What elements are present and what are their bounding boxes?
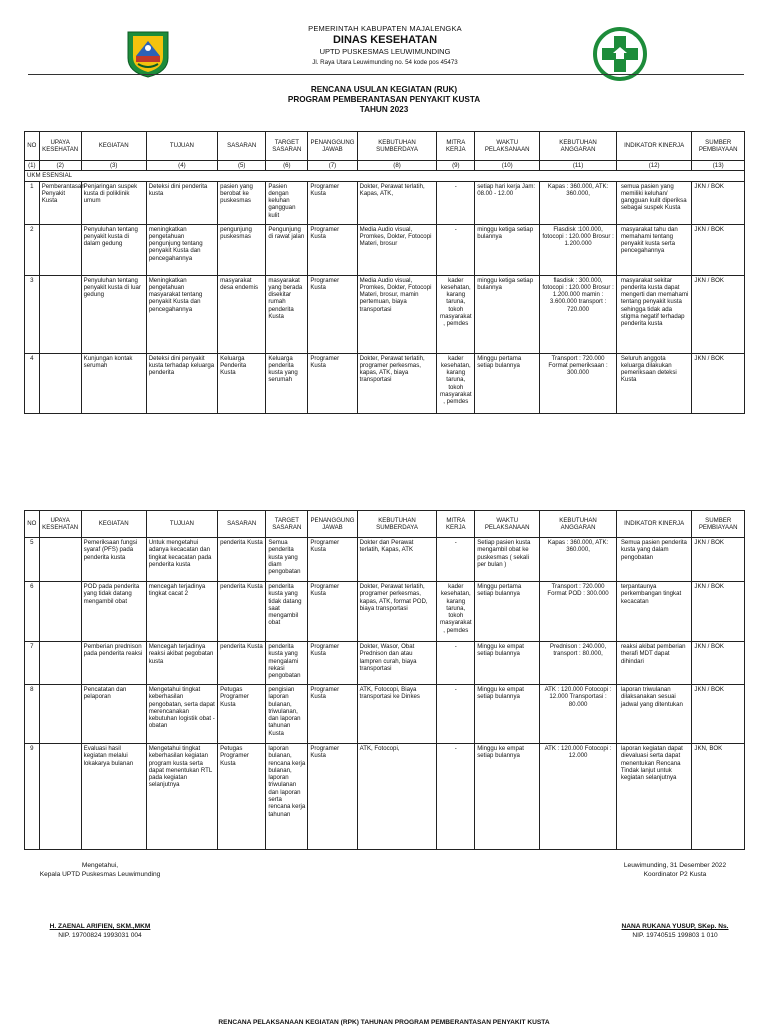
cell-target: pengisian laporan bulanan, triwulanan, dan laporan tahunan Kusta xyxy=(266,685,308,744)
cell-pj: Programer Kusta xyxy=(308,353,357,413)
col-number: (2) xyxy=(39,161,81,171)
cell-waktu: minggu ketiga setiap bulannya xyxy=(475,275,540,353)
col-header-sumberdaya: KEBUTUHAN SUMBERDAYA xyxy=(357,132,437,161)
cell-upaya xyxy=(39,275,81,353)
col-header-anggaran: KEBUTUHAN ANGGARAN xyxy=(540,132,617,161)
cell-kegiatan: Pemeriksaan fungsi syaraf (PFS) pada penderita kusta xyxy=(81,538,146,582)
cell-pj: Programer Kusta xyxy=(308,642,357,685)
col-header-mitra: MITRA KERJA xyxy=(437,511,475,538)
majalengka-emblem-icon xyxy=(124,28,172,78)
col-header-sasaran: SASARAN xyxy=(218,511,266,538)
col-header-pembiayaan: SUMBER PEMBIAYAAN xyxy=(692,511,745,538)
cell-indikator: Seluruh anggota keluarga dilakukan pemeriksaan deteksi Kusta xyxy=(616,353,692,413)
unit-name: UPTD PUSKESMAS LEUWIMUNDING xyxy=(319,47,451,56)
header-rule xyxy=(28,74,744,75)
col-header-indikator: INDIKATOR KINERJA xyxy=(616,511,692,538)
col-number: (13) xyxy=(692,161,745,171)
cell-no: 7 xyxy=(25,642,40,685)
cell-sumberdaya: Dokter, Perawat terlatih, programer perkesmas, kapas, ATK, format POD, biaya transportasi xyxy=(357,582,437,642)
table-row xyxy=(25,275,745,353)
cell-upaya xyxy=(39,642,81,685)
col-number: (8) xyxy=(357,161,437,171)
title-line-1: RENCANA USULAN KEGIATAN (RUK) xyxy=(310,85,458,94)
table-row xyxy=(25,685,745,744)
table-row xyxy=(25,538,745,582)
cell-pj: Programer Kusta xyxy=(308,744,357,850)
col-number: (7) xyxy=(308,161,357,171)
cell-indikator: reaksi akibat pemberian therafi MDT dapat dihindari xyxy=(616,642,692,685)
cell-kegiatan: POD pada penderita yang tidak datang mengambil obat xyxy=(81,582,146,642)
sign-left-name: H. ZAENAL ARIFIEN, SKM.,MKM xyxy=(49,923,151,930)
col-header-pembiayaan: SUMBER PEMBIAYAAN xyxy=(692,132,745,161)
cell-no: 5 xyxy=(25,538,40,582)
section-row xyxy=(25,171,745,181)
cell-indikator: masyarakat tahu dan memahami tentang penyakit kusta serta pencegahannya xyxy=(616,224,692,275)
cell-tujuan: mencegah terjadinya tingkat cacat 2 xyxy=(146,582,217,642)
document-title xyxy=(0,85,768,115)
cell-sasaran: Keluarga Penderita Kusta xyxy=(218,353,266,413)
signature-left xyxy=(30,861,170,879)
address: Jl. Raya Utara Leuwimunding no. 54 kode pos 45473 xyxy=(312,59,458,66)
cell-indikator: semua pasien yang memiliki keluhan/ gangguan kulit diperiksa sebagai suspek Kusta xyxy=(616,181,692,224)
cell-upaya: Pemberantasan Penyakit Kusta xyxy=(39,181,81,224)
cell-anggaran: Kapas : 360.000, ATK: 360.000, xyxy=(540,181,617,224)
cell-target: Keluarga penderita kusta yang serumah xyxy=(266,353,308,413)
cell-tujuan: Deteksi dini penyakit kusta terhadap keluarga penderita xyxy=(146,353,217,413)
col-number: (10) xyxy=(475,161,540,171)
col-header-no: NO xyxy=(25,132,40,161)
cell-kegiatan: Penyuluhan tentang penyakit kusta di dalam gedung xyxy=(81,224,146,275)
cell-mitra: kader kesehatan, karang taruna, tokoh masyarakat , pemdes xyxy=(437,353,475,413)
cell-mitra: - xyxy=(437,642,475,685)
cell-kegiatan: Evaluasi hasil kegiatan melalui lokakarya bulanan xyxy=(81,744,146,850)
column-header-row xyxy=(25,132,745,161)
cell-waktu: minggu ketiga setiap bulannya xyxy=(475,224,540,275)
col-header-pj: PENANGGUNG JAWAB xyxy=(308,511,357,538)
cell-no: 8 xyxy=(25,685,40,744)
ruk-table-page-2 xyxy=(24,510,745,850)
col-header-target: TARGET SASARAN xyxy=(266,132,308,161)
sign-left-nip: NIP. 19700824 1993031 004 xyxy=(58,932,142,939)
cell-sasaran: Petugas Programer Kusta xyxy=(218,744,266,850)
gov-name: PEMERINTAH KABUPATEN MAJALENGKA xyxy=(308,24,462,33)
cell-pembiayaan: JKN / BOK xyxy=(692,275,745,353)
col-number: (11) xyxy=(540,161,617,171)
cell-pembiayaan: JKN / BOK xyxy=(692,224,745,275)
cell-waktu: Setiap pasien kusta mengambil obat ke puskesmas ( sekali per bulan ) xyxy=(475,538,540,582)
table-row xyxy=(25,744,745,850)
cell-target: penderita kusta yang mengalami rekasi pengobatan xyxy=(266,642,308,685)
cell-tujuan: Mengetahui tingkat keberhasilan pengobatan, serta dapat merencanakan kebutuhan logistik obat - obatan xyxy=(146,685,217,744)
cell-waktu: Minggu ke empat setiap bulannya xyxy=(475,744,540,850)
cell-pembiayaan: JKN, BOK xyxy=(692,744,745,850)
ruk-table-page-1 xyxy=(24,131,745,414)
col-header-sumberdaya: KEBUTUHAN SUMBERDAYA xyxy=(357,511,437,538)
cell-no: 9 xyxy=(25,744,40,850)
cell-sumberdaya: Dokter, Perawat terlatih, Kapas, ATK, xyxy=(357,181,437,224)
cell-sasaran: Petugas Programer Kusta xyxy=(218,685,266,744)
cell-tujuan: Mengetahui tingkat keberhasilan kegiatan program kusta serta dapat menentukan RTL pada kegiatan selanjutnya xyxy=(146,744,217,850)
col-header-kegiatan: KEGIATAN xyxy=(81,511,146,538)
cell-mitra: - xyxy=(437,224,475,275)
column-number-row xyxy=(25,161,745,171)
signature-right xyxy=(600,861,750,879)
cell-tujuan: Meningkatkan pengetahuan masyarakat tentang penyakit Kusta dan pencegahannya xyxy=(146,275,217,353)
table-row xyxy=(25,582,745,642)
cell-pembiayaan: JKN / BOK xyxy=(692,685,745,744)
cell-anggaran: Flasdisk :100.000, fotocopi : 120.000 Brosur : 1.200.000 xyxy=(540,224,617,275)
sign-left-line1: Mengetahui, xyxy=(81,862,119,869)
signature-left-name-block xyxy=(30,922,170,940)
dept-name: DINAS KESEHATAN xyxy=(332,34,438,46)
col-header-waktu: WAKTU PELAKSANAAN xyxy=(475,511,540,538)
title-line-3: TAHUN 2023 xyxy=(359,105,409,114)
cell-anggaran: ATK : 120.000 Fotocopi : 12.000 xyxy=(540,744,617,850)
col-header-tujuan: TUJUAN xyxy=(146,511,217,538)
cell-pj: Programer Kusta xyxy=(308,582,357,642)
col-number: (1) xyxy=(25,161,40,171)
cell-kegiatan: Pencatatan dan pelaporan xyxy=(81,685,146,744)
cell-mitra: - xyxy=(437,538,475,582)
cell-sasaran: masyarakat desa endemis xyxy=(218,275,266,353)
signature-right-name-block xyxy=(600,922,750,940)
cell-kegiatan: Penjaringan suspek kusta di poliklinik umum xyxy=(81,181,146,224)
cell-indikator: masyarakat sekitar penderita kusta dapat mengerti dan memahami tentang penyakit kusta sehingga tidak ada stigma negatif terhadap penderita kusta xyxy=(616,275,692,353)
cell-mitra: kader kesehatan, karang taruna, tokoh masyarakat , pemdes xyxy=(437,275,475,353)
cell-kegiatan: Pemberian prednison pada penderita reaksi xyxy=(81,642,146,685)
table-row xyxy=(25,224,745,275)
col-number: (5) xyxy=(218,161,266,171)
cell-tujuan: Untuk mengetahui adanya kecacatan dan tingkat kecacatan pada penderita kusta xyxy=(146,538,217,582)
col-number: (9) xyxy=(437,161,475,171)
cell-mitra: - xyxy=(437,685,475,744)
cell-pj: Programer Kusta xyxy=(308,685,357,744)
cell-tujuan: Mencegah terjadinya reaksi akibat pegobatan kusta xyxy=(146,642,217,685)
cell-kegiatan: Kunjungan kontak serumah xyxy=(81,353,146,413)
cell-upaya xyxy=(39,685,81,744)
cell-pembiayaan: JKN / BOK xyxy=(692,353,745,413)
cell-sasaran: penderita Kusta xyxy=(218,642,266,685)
cell-sumberdaya: Media Audio visual, Promkes, Dokter, Fotocopi Materi, brosur xyxy=(357,224,437,275)
cell-anggaran: Prednison : 240.000, transport : 80.000, xyxy=(540,642,617,685)
cell-anggaran: Transport : 720.000 Format pemeriksaan : 300.000 xyxy=(540,353,617,413)
cell-sumberdaya: Media Audio visual, Promkes, Dokter, Fotocopi Materi, brosur, mamin pertemuan, biaya transportasi xyxy=(357,275,437,353)
cell-pj: Programer Kusta xyxy=(308,275,357,353)
cell-no: 6 xyxy=(25,582,40,642)
col-header-indikator: INDIKATOR KINERJA xyxy=(616,132,692,161)
col-header-anggaran: KEBUTUHAN ANGGARAN xyxy=(540,511,617,538)
table-row xyxy=(25,642,745,685)
cell-pembiayaan: JKN / BOK xyxy=(692,642,745,685)
cell-upaya xyxy=(39,353,81,413)
cell-indikator: Semua pasien penderita kusta yang dalam pengobatan xyxy=(616,538,692,582)
cell-kegiatan: Penyuluhan tentang penyakit kusta di luar gedung xyxy=(81,275,146,353)
cell-upaya xyxy=(39,538,81,582)
cell-anggaran: Transport : 720.000 Format POD : 300.000 xyxy=(540,582,617,642)
sign-right-name: NANA RUKANA YUSUP, SKep. Ns. xyxy=(621,923,729,930)
cell-sumberdaya: ATK, Fotocopi, xyxy=(357,744,437,850)
cell-pj: Programer Kusta xyxy=(308,224,357,275)
col-header-no: NO xyxy=(25,511,40,538)
col-header-kegiatan: KEGIATAN xyxy=(81,132,146,161)
cell-anggaran: flasdisk : 300.000, fotocopi : 120.000 Brosur : 1.200.000 mamin : 3.600.000 transport : 720.000 xyxy=(540,275,617,353)
cell-waktu: Minggu ke empat setiap bulannya xyxy=(475,642,540,685)
cell-no: 3 xyxy=(25,275,40,353)
cell-pembiayaan: JKN / BOK xyxy=(692,582,745,642)
col-number: (3) xyxy=(81,161,146,171)
col-number: (4) xyxy=(146,161,217,171)
col-header-waktu: WAKTU PELAKSANAAN xyxy=(475,132,540,161)
table-row xyxy=(25,181,745,224)
cell-upaya xyxy=(39,224,81,275)
cell-sumberdaya: Dokter, Wasor, Obat Prednison dan atau lampren curah, biaya transportasi xyxy=(357,642,437,685)
cell-target: masyarakat yang berada disekitar rumah penderita Kusta xyxy=(266,275,308,353)
cell-upaya xyxy=(39,582,81,642)
cell-upaya xyxy=(39,744,81,850)
cell-waktu: setiap hari kerja Jam: 08.00 - 12.00 xyxy=(475,181,540,224)
column-header-row xyxy=(25,511,745,538)
cell-sumberdaya: Dokter, Perawat terlatih, programer perkesmas, kapas, ATK, biaya transportasi xyxy=(357,353,437,413)
cell-waktu: Minggu pertama setiap bulannya xyxy=(475,353,540,413)
table-row xyxy=(25,353,745,413)
cell-tujuan: meningkatkan pengetahuan pengunjung tentang penyakit Kusta dan pencegahannya xyxy=(146,224,217,275)
cell-sasaran: pasien yang berobat ke puskesmas xyxy=(218,181,266,224)
cell-sumberdaya: ATK, Fotocopi, Biaya transportasi ke Dinkes xyxy=(357,685,437,744)
cell-indikator: laporan kegiatan dapat dievaluasi serta dapat menentukan Rencana Tindak lanjut untuk kegiatan selanjutnya xyxy=(616,744,692,850)
cell-mitra: kader kesehatan, karang taruna, tokoh masyarakat , pemdes xyxy=(437,582,475,642)
cell-no: 1 xyxy=(25,181,40,224)
cell-sasaran: penderita Kusta xyxy=(218,538,266,582)
cell-no: 2 xyxy=(25,224,40,275)
col-header-upaya: UPAYA KESEHATAN xyxy=(39,511,81,538)
col-header-pj: PENANGGUNG JAWAB xyxy=(308,132,357,161)
cell-target: Pasien dengan keluhan gangguan kulit xyxy=(266,181,308,224)
col-number: (6) xyxy=(266,161,308,171)
cell-mitra: - xyxy=(437,744,475,850)
cell-target: Semua penderita kusta yang diam pengobatan xyxy=(266,538,308,582)
cell-pj: Programer Kusta xyxy=(308,181,357,224)
cell-anggaran: Kapas : 360.000, ATK: 360.000, xyxy=(540,538,617,582)
cell-waktu: Minggu pertama setiap bulannya xyxy=(475,582,540,642)
cell-target: penderita kusta yang tidak datang saat mengambil obat xyxy=(266,582,308,642)
cell-pembiayaan: JKN / BOK xyxy=(692,181,745,224)
cell-anggaran: ATK : 120.000 Fotocopi : 12.000 Transportasi : 80.000 xyxy=(540,685,617,744)
cell-waktu: Minggu ke empat setiap bulannya xyxy=(475,685,540,744)
cell-mitra: - xyxy=(437,181,475,224)
col-header-mitra: MITRA KERJA xyxy=(437,132,475,161)
cell-sumberdaya: Dokter dan Perawat terlatih, Kapas, ATK xyxy=(357,538,437,582)
sign-right-nip: NIP. 19740515 199803 1 010 xyxy=(632,932,718,939)
col-header-tujuan: TUJUAN xyxy=(146,132,217,161)
cell-target: Pengunjung di rawat jalan xyxy=(266,224,308,275)
next-page-title: RENCANA PELAKSANAAN KEGIATAN (RPK) TAHUNAN PROGRAM PEMBERANTASAN PENYAKIT KUSTA xyxy=(218,1019,550,1026)
cell-no: 4 xyxy=(25,353,40,413)
letterhead xyxy=(0,24,768,84)
cell-sasaran: penderita Kusta xyxy=(218,582,266,642)
cell-target: laporan bulanan, rencana kerja bulanan, laporan triwulanan dan laporan serta rencana kerja tahunan xyxy=(266,744,308,850)
sign-right-line1: Leuwimunding, 31 Desember 2022 xyxy=(623,862,727,869)
col-header-upaya: UPAYA KESEHATAN xyxy=(39,132,81,161)
cell-pembiayaan: JKN / BOK xyxy=(692,538,745,582)
cell-indikator: terpantaunya perkembangan tingkat kecacatan xyxy=(616,582,692,642)
cell-indikator: laporan triwulanan dilaksanakan sesuai jadwal yang ditentukan xyxy=(616,685,692,744)
cell-sasaran: pengunjung puskesmas xyxy=(218,224,266,275)
section-label: UKM ESENSIAL xyxy=(25,171,745,181)
cell-tujuan: Deteksi dini penderita kusta xyxy=(146,181,217,224)
title-line-2: PROGRAM PEMBERANTASAN PENYAKIT KUSTA xyxy=(287,95,481,104)
sign-left-line2: Kepala UPTD Puskesmas Leuwimunding xyxy=(39,871,161,878)
col-header-target: TARGET SASARAN xyxy=(266,511,308,538)
cell-pj: Programer Kusta xyxy=(308,538,357,582)
col-number: (12) xyxy=(616,161,692,171)
sign-right-line2: Koordinator P2 Kusta xyxy=(643,871,707,878)
col-header-sasaran: SASARAN xyxy=(218,132,266,161)
